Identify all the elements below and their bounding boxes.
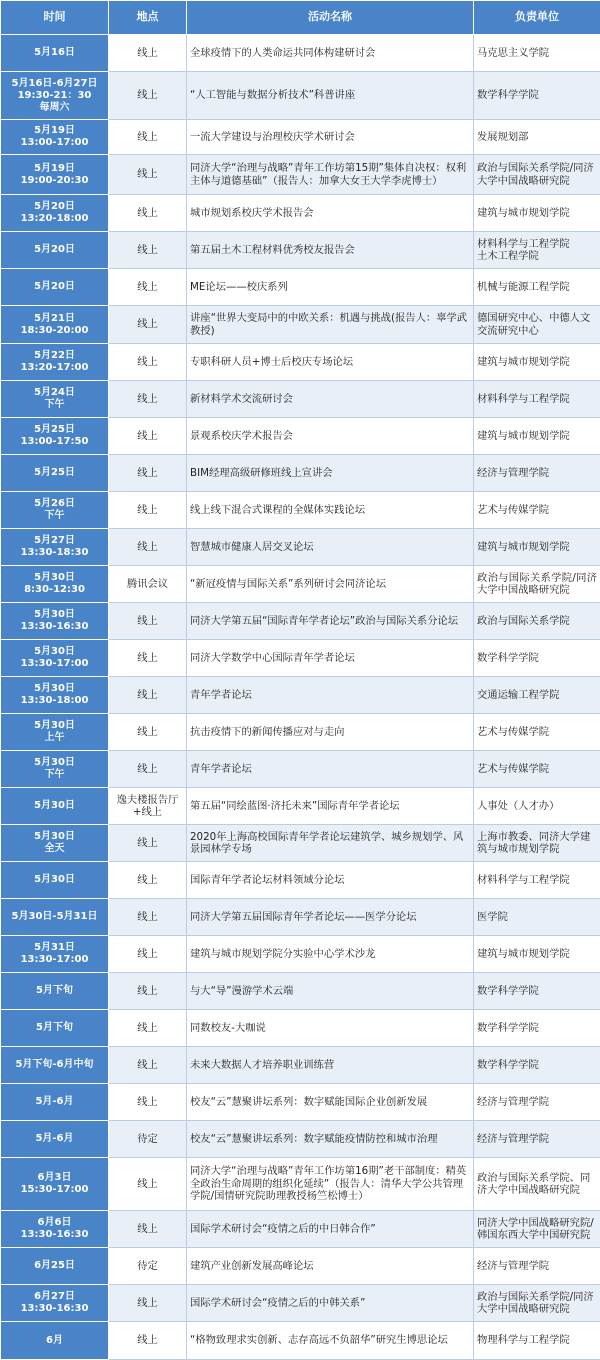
table-row — [1, 232, 600, 269]
table-header-row — [1, 1, 600, 35]
event-date-cell: 5月30日-5月31日 — [1, 899, 109, 936]
event-place-cell: 线上 — [109, 936, 187, 973]
event-unit-cell: 政治与国际关系学院/同济大学中国战略研究院 — [474, 566, 600, 603]
event-activity-cell: ME论坛——校庆系列 — [187, 269, 474, 306]
event-unit-cell: 经济与管理学院 — [474, 1248, 600, 1285]
event-activity-cell: 讲座“世界大变局中的中欧关系：机遇与挑战(报告人：辜学武教授) — [187, 306, 474, 344]
event-place-cell: 线上 — [109, 1084, 187, 1121]
event-unit-cell: 政治与国际关系学院 — [474, 603, 600, 640]
event-activity-cell: 青年学者论坛 — [187, 751, 474, 788]
table-row — [1, 899, 600, 936]
event-unit-cell: 政治与国际关系学院/同济大学中国战略研究院 — [474, 155, 600, 195]
event-date-cell: 5月30日 — [1, 788, 109, 825]
header-place: 地点 — [109, 1, 187, 35]
table-row — [1, 492, 600, 529]
event-activity-cell: 建筑与城市规划学院分实验中心学术沙龙 — [187, 936, 474, 973]
event-unit-cell: 数学科学学院 — [474, 1047, 600, 1084]
table-row — [1, 381, 600, 418]
table-row — [1, 973, 600, 1010]
event-date-cell: 5月下旬-6月中旬 — [1, 1047, 109, 1084]
event-unit-cell: 建筑与城市规划学院 — [474, 195, 600, 232]
event-date-cell: 5月30日 13:30-17:00 — [1, 640, 109, 677]
event-activity-cell: 未来大数据人才培养职业训练营 — [187, 1047, 474, 1084]
table-row — [1, 714, 600, 751]
event-activity-cell: 一流大学建设与治理校庆学术研讨会 — [187, 120, 474, 155]
event-date-cell: 6月 — [1, 1322, 109, 1360]
event-activity-cell: “格物致理求实创新、志存高远不负韶华”研究生博思论坛 — [187, 1322, 474, 1360]
event-date-cell: 5月30日 13:30-16:30 — [1, 603, 109, 640]
table-row — [1, 455, 600, 492]
event-unit-cell: 同济大学中国战略研究院/韩国东西大学中国研究院 — [474, 1211, 600, 1248]
table-row — [1, 72, 600, 120]
event-place-cell: 线上 — [109, 751, 187, 788]
event-date-cell: 5月31日 13:30-17:00 — [1, 936, 109, 973]
table-row — [1, 862, 600, 899]
table-row — [1, 751, 600, 788]
event-date-cell: 5月16日 — [1, 35, 109, 72]
table-row — [1, 566, 600, 603]
header-unit: 负责单位 — [474, 1, 600, 35]
event-date-cell: 5月下旬 — [1, 973, 109, 1010]
event-date-cell: 5月30日 下午 — [1, 751, 109, 788]
event-place-cell: 线上 — [109, 232, 187, 269]
event-place-cell: 待定 — [109, 1121, 187, 1158]
event-place-cell: 线上 — [109, 455, 187, 492]
event-place-cell: 线上 — [109, 1158, 187, 1211]
event-activity-cell: 新材料学术交流研讨会 — [187, 381, 474, 418]
event-date-cell: 5月30日 8:30-12:30 — [1, 566, 109, 603]
event-place-cell: 线上 — [109, 418, 187, 455]
table-row — [1, 936, 600, 973]
event-unit-cell: 艺术与传媒学院 — [474, 492, 600, 529]
event-unit-cell: 数学科学学院 — [474, 1010, 600, 1047]
event-place-cell: 腾讯会议 — [109, 566, 187, 603]
table-row — [1, 1248, 600, 1285]
table-row — [1, 269, 600, 306]
event-unit-cell: 上海市教委、同济大学建筑与城市规划学院 — [474, 825, 600, 862]
event-unit-cell: 医学院 — [474, 899, 600, 936]
table-row — [1, 1211, 600, 1248]
event-unit-cell: 交通运输工程学院 — [474, 677, 600, 714]
event-unit-cell: 发展规划部 — [474, 120, 600, 155]
event-activity-cell: “人工智能与数据分析技术”科普讲座 — [187, 72, 474, 120]
table-row — [1, 344, 600, 381]
event-activity-cell: 同济大学数学中心国际青年学者论坛 — [187, 640, 474, 677]
event-date-cell: 5月26日 下午 — [1, 492, 109, 529]
table-row — [1, 529, 600, 566]
event-place-cell: 线上 — [109, 1285, 187, 1322]
event-activity-cell: 与大“导”漫游学术云端 — [187, 973, 474, 1010]
header-time: 时间 — [1, 1, 109, 35]
event-activity-cell: 抗击疫情下的新闻传播应对与走向 — [187, 714, 474, 751]
event-unit-cell: 数学科学学院 — [474, 640, 600, 677]
table-row — [1, 155, 600, 195]
event-unit-cell: 机械与能源工程学院 — [474, 269, 600, 306]
event-unit-cell: 艺术与传媒学院 — [474, 714, 600, 751]
event-activity-cell: 同济大学第五届“国际青年学者论坛”政治与国际关系分论坛 — [187, 603, 474, 640]
event-date-cell: 5月-6月 — [1, 1084, 109, 1121]
event-place-cell: 待定 — [109, 1248, 187, 1285]
event-activity-cell: 国际学术研讨会“疫情之后的中日韩合作” — [187, 1211, 474, 1248]
event-unit-cell: 物理科学与工程学院 — [474, 1322, 600, 1360]
table-row — [1, 1047, 600, 1084]
event-date-cell: 5月下旬 — [1, 1010, 109, 1047]
event-unit-cell: 政治与国际关系学院、同济大学中国战略研究院 — [474, 1158, 600, 1211]
event-activity-cell: 线上线下混合式课程的全媒体实践论坛 — [187, 492, 474, 529]
event-activity-cell: 城市规划系校庆学术报告会 — [187, 195, 474, 232]
event-place-cell: 线上 — [109, 35, 187, 72]
event-unit-cell: 艺术与传媒学院 — [474, 751, 600, 788]
table-row — [1, 640, 600, 677]
event-activity-cell: 国际学术研讨会“疫情之后的中韩关系” — [187, 1285, 474, 1322]
event-place-cell: 逸夫楼报告厅 +线上 — [109, 788, 187, 825]
event-unit-cell: 建筑与城市规划学院 — [474, 936, 600, 973]
event-place-cell: 线上 — [109, 72, 187, 120]
event-place-cell: 线上 — [109, 529, 187, 566]
event-date-cell: 6月27日 13:30-16:30 — [1, 1285, 109, 1322]
event-unit-cell: 数学科学学院 — [474, 973, 600, 1010]
event-place-cell: 线上 — [109, 1211, 187, 1248]
event-place-cell: 线上 — [109, 120, 187, 155]
event-date-cell: 5月25日 13:00-17:50 — [1, 418, 109, 455]
event-date-cell: 5月30日 全天 — [1, 825, 109, 862]
header-activity: 活动名称 — [187, 1, 474, 35]
event-date-cell: 5月30日 — [1, 862, 109, 899]
event-date-cell: 5月-6月 — [1, 1121, 109, 1158]
table-body — [1, 35, 600, 1360]
table-row — [1, 1010, 600, 1047]
table-row — [1, 1322, 600, 1360]
table-row — [1, 788, 600, 825]
event-date-cell: 5月19日 19:00-20:30 — [1, 155, 109, 195]
event-activity-cell: 专职科研人员+博士后校庆专场论坛 — [187, 344, 474, 381]
table-row — [1, 603, 600, 640]
event-date-cell: 5月30日 上午 — [1, 714, 109, 751]
event-unit-cell: 德国研究中心、中德人文交流研究中心 — [474, 306, 600, 344]
event-unit-cell: 数学科学学院 — [474, 72, 600, 120]
event-date-cell: 5月25日 — [1, 455, 109, 492]
event-place-cell: 线上 — [109, 306, 187, 344]
event-unit-cell: 人事处（人才办） — [474, 788, 600, 825]
event-activity-cell: 青年学者论坛 — [187, 677, 474, 714]
event-activity-cell: 同数校友-大咖说 — [187, 1010, 474, 1047]
event-place-cell: 线上 — [109, 1010, 187, 1047]
event-date-cell: 5月30日 13:30-18:00 — [1, 677, 109, 714]
event-unit-cell: 经济与管理学院 — [474, 1084, 600, 1121]
event-date-cell: 5月21日 18:30-20:00 — [1, 306, 109, 344]
event-date-cell: 5月20日 13:20-18:00 — [1, 195, 109, 232]
event-activity-cell: 第五届“同绘蓝图·济托未来”国际青年学者论坛 — [187, 788, 474, 825]
event-place-cell: 线上 — [109, 825, 187, 862]
event-place-cell: 线上 — [109, 195, 187, 232]
event-unit-cell: 政治与国际关系学院/同济大学中国战略研究院 — [474, 1285, 600, 1322]
table-row — [1, 1158, 600, 1211]
event-place-cell: 线上 — [109, 973, 187, 1010]
table-row — [1, 418, 600, 455]
event-place-cell: 线上 — [109, 269, 187, 306]
event-unit-cell: 材料科学与工程学院 — [474, 862, 600, 899]
event-activity-cell: 校友“云”慧聚讲坛系列：数字赋能国际企业创新发展 — [187, 1084, 474, 1121]
table-row — [1, 195, 600, 232]
table-row — [1, 306, 600, 344]
event-activity-cell: 全球疫情下的人类命运共同体构建研讨会 — [187, 35, 474, 72]
event-unit-cell: 材料科学与工程学院 土木工程学院 — [474, 232, 600, 269]
table-row — [1, 1121, 600, 1158]
event-activity-cell: 景观系校庆学术报告会 — [187, 418, 474, 455]
event-activity-cell: 智慧城市健康人居交叉论坛 — [187, 529, 474, 566]
table-row — [1, 35, 600, 72]
table-row — [1, 825, 600, 862]
event-activity-cell: 同济大学第五届国际青年学者论坛——医学分论坛 — [187, 899, 474, 936]
event-activity-cell: 国际青年学者论坛材料领域分论坛 — [187, 862, 474, 899]
table-row — [1, 677, 600, 714]
table-row — [1, 1084, 600, 1121]
event-place-cell: 线上 — [109, 899, 187, 936]
event-date-cell: 6月25日 — [1, 1248, 109, 1285]
event-place-cell: 线上 — [109, 603, 187, 640]
event-place-cell: 线上 — [109, 714, 187, 751]
event-date-cell: 5月20日 — [1, 232, 109, 269]
event-date-cell: 5月24日 下午 — [1, 381, 109, 418]
event-unit-cell: 经济与管理学院 — [474, 455, 600, 492]
event-unit-cell: 建筑与城市规划学院 — [474, 418, 600, 455]
event-date-cell: 5月20日 — [1, 269, 109, 306]
event-activity-cell: “新冠疫情与国际关系”系列研讨会同济论坛 — [187, 566, 474, 603]
event-place-cell: 线上 — [109, 381, 187, 418]
event-place-cell: 线上 — [109, 677, 187, 714]
event-date-cell: 5月19日 13:00-17:00 — [1, 120, 109, 155]
event-place-cell: 线上 — [109, 155, 187, 195]
event-unit-cell: 建筑与城市规划学院 — [474, 529, 600, 566]
event-place-cell: 线上 — [109, 1322, 187, 1360]
event-activity-cell: 同济大学“治理与战略”青年工作坊第15期”集体自决权：权利主体与道德基础”（报告人：加拿大女王大学李虎博士） — [187, 155, 474, 195]
event-place-cell: 线上 — [109, 862, 187, 899]
event-unit-cell: 马克思主义学院 — [474, 35, 600, 72]
event-activity-cell: 校友“云”慧聚讲坛系列：数字赋能疫情防控和城市治理 — [187, 1121, 474, 1158]
table-row — [1, 1285, 600, 1322]
event-unit-cell: 经济与管理学院 — [474, 1121, 600, 1158]
event-date-cell: 6月6日 13:30-16:30 — [1, 1211, 109, 1248]
event-activity-cell: 同济大学“治理与战略”青年工作坊第16期”老干部制度：精英全政治生命周期的组织化延续”（报告人：清华大学公共管理学院/国情研究院助理教授杨竺松博士） — [187, 1158, 474, 1211]
event-place-cell: 线上 — [109, 1047, 187, 1084]
table-row — [1, 120, 600, 155]
event-unit-cell: 建筑与城市规划学院 — [474, 344, 600, 381]
event-date-cell: 5月22日 13:20-17:00 — [1, 344, 109, 381]
event-place-cell: 线上 — [109, 640, 187, 677]
event-date-cell: 5月16日-6月27日 19:30-21：30 每周六 — [1, 72, 109, 120]
event-date-cell: 5月27日 13:30-18:30 — [1, 529, 109, 566]
event-activity-cell: BIM经理高级研修班线上宣讲会 — [187, 455, 474, 492]
event-date-cell: 6月3日 15:30-17:00 — [1, 1158, 109, 1211]
event-place-cell: 线上 — [109, 344, 187, 381]
event-activity-cell: 2020年上海高校国际青年学者论坛建筑学、城乡规划学、风景园林学专场 — [187, 825, 474, 862]
event-activity-cell: 第五届土木工程材料优秀校友报告会 — [187, 232, 474, 269]
event-place-cell: 线上 — [109, 492, 187, 529]
event-activity-cell: 建筑产业创新发展高峰论坛 — [187, 1248, 474, 1285]
event-unit-cell: 材料科学与工程学院 — [474, 381, 600, 418]
